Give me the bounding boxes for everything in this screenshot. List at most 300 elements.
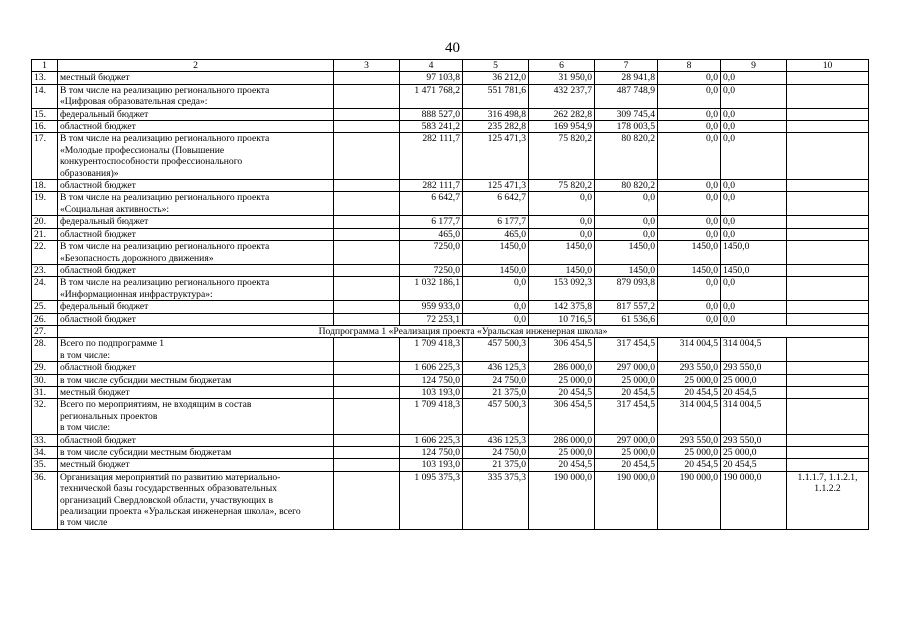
total-amount-cell: 282 111,7 [400,133,463,180]
description-line: федеральный бюджет [60,108,149,120]
year-amount-cell: 125 471,3 [463,133,529,180]
target-indicator-cell [787,228,869,240]
year-amount-cell: 75 820,2 [529,180,595,192]
year-amount-cell: 293 550,0 [658,362,721,374]
table-row [32,228,869,240]
table-row [32,434,869,446]
column-3-cell [334,277,400,301]
description-line: «Безопасность дорожного движения» [60,252,214,264]
year-amount-cell: 25 000,0 [529,374,595,386]
row-number-cell: 29. [32,362,58,374]
year-amount-cell: 1450,0 [463,264,529,276]
year-amount-cell: 817 557,2 [595,301,658,313]
year-amount-cell: 80 820,2 [595,180,658,192]
year-amount-cell: 432 237,7 [529,84,595,108]
description-line: в том числе: [60,422,111,434]
year-amount-cell: 0,0 [658,228,721,240]
row-number-cell: 28. [32,338,58,362]
description-line: Всего по мероприятиям, не входящим в состав [60,399,252,411]
year-amount-cell: 436 125,3 [463,434,529,446]
column-3-cell [334,121,400,133]
description-line: областной бюджет [60,121,136,133]
target-indicator-cell [787,216,869,228]
total-amount-cell: 7250,0 [400,241,463,265]
year-amount-cell: 20 454,5 [658,459,721,471]
target-indicator-cell [787,434,869,446]
description-line: «Цифровая образовательная среда»: [60,96,208,108]
row-number-cell: 16. [32,121,58,133]
row-number-cell: 30. [32,374,58,386]
row-number-cell: 19. [32,192,58,216]
description-cell [58,180,334,192]
year-amount-cell: 0,0 [658,216,721,228]
row-number-cell: 27. [32,325,58,337]
year-amount-cell: 21 375,0 [463,459,529,471]
year-amount-cell: 25 000,0 [658,374,721,386]
description-line: областной бюджет [60,362,136,374]
row-number-cell: 33. [32,434,58,446]
year-amount-cell: 306 454,5 [529,399,595,434]
year-amount-cell: 0,0 [721,216,787,228]
total-amount-cell: 1 709 418,3 [400,338,463,362]
table-row [32,84,869,108]
year-amount-cell: 0,0 [658,121,721,133]
target-indicator-cell [787,121,869,133]
description-cell [58,374,334,386]
description-line: В том числе на реализацию регионального проекта [60,277,270,289]
column-header: 2 [58,60,334,72]
target-indicator-cell [787,72,869,84]
year-amount-cell: 31 950,0 [529,72,595,84]
year-amount-cell: 1450,0 [658,241,721,265]
year-amount-cell: 551 781,6 [463,84,529,108]
target-indicator-cell [787,108,869,120]
row-number-cell: 20. [32,216,58,228]
description-line: В том числе на реализацию регионального проекта [60,84,270,96]
year-amount-cell: 314 004,5 [658,399,721,434]
year-amount-cell: 286 000,0 [529,434,595,446]
column-3-cell [334,72,400,84]
total-amount-cell: 97 103,8 [400,72,463,84]
budget-table [31,59,869,530]
year-amount-cell: 293 550,0 [721,362,787,374]
table-row [32,121,869,133]
target-indicator-cell [787,459,869,471]
target-indicator-cell [787,447,869,459]
year-amount-cell: 0,0 [658,72,721,84]
year-amount-cell: 335 375,3 [463,471,529,529]
year-amount-cell: 0,0 [463,277,529,301]
target-indicator-line: 1.1.1.7, 1.1.2.1, [797,471,858,483]
year-amount-cell: 1450,0 [658,264,721,276]
target-indicator-cell [787,241,869,265]
year-amount-cell: 0,0 [721,133,787,180]
column-3-cell [334,180,400,192]
year-amount-cell: 20 454,5 [595,386,658,398]
description-line: В том числе на реализацию регионального проекта [60,133,270,145]
description-line: Организация мероприятий по развитию материально- [60,471,281,483]
year-amount-cell: 0,0 [721,313,787,325]
year-amount-cell: 169 954,9 [529,121,595,133]
year-amount-cell: 0,0 [595,228,658,240]
year-amount-cell: 0,0 [463,313,529,325]
row-number-cell: 21. [32,228,58,240]
column-3-cell [334,399,400,434]
year-amount-cell: 262 282,8 [529,108,595,120]
description-line: организаций Свердловской области, участвующих в [60,494,274,506]
description-line: в том числе [60,517,108,529]
description-cell [58,277,334,301]
total-amount-cell: 583 241,2 [400,121,463,133]
target-indicator-line: 1.1.2.2 [814,483,841,495]
description-line: в том числе субсидии местным бюджетам [60,374,232,386]
year-amount-cell: 190 000,0 [529,471,595,529]
description-line: местный бюджет [60,459,130,471]
target-indicator-cell [787,386,869,398]
year-amount-cell: 28 941,8 [595,72,658,84]
column-header: 9 [721,60,787,72]
table-row [32,338,869,362]
year-amount-cell: 457 500,3 [463,399,529,434]
description-cell [58,399,334,434]
description-cell [58,216,334,228]
description-line: областной бюджет [60,180,136,192]
column-3-cell [334,84,400,108]
column-3-cell [334,471,400,529]
year-amount-cell: 0,0 [658,84,721,108]
row-number-cell: 25. [32,301,58,313]
year-amount-cell: 1450,0 [595,264,658,276]
table-row [32,216,869,228]
description-line: областной бюджет [60,434,136,446]
column-3-cell [334,192,400,216]
row-number-cell: 24. [32,277,58,301]
year-amount-cell: 0,0 [658,192,721,216]
year-amount-cell: 879 093,8 [595,277,658,301]
year-amount-cell: 24 750,0 [463,447,529,459]
year-amount-cell: 0,0 [658,301,721,313]
target-indicator-cell [787,338,869,362]
description-cell [58,447,334,459]
year-amount-cell: 1450,0 [721,264,787,276]
row-number-cell: 32. [32,399,58,434]
description-line: в том числе субсидии местным бюджетам [60,447,232,458]
year-amount-cell: 20 454,5 [529,459,595,471]
year-amount-cell: 297 000,0 [595,362,658,374]
total-amount-cell: 465,0 [400,228,463,240]
column-header: 3 [334,60,400,72]
total-amount-cell: 103 193,0 [400,459,463,471]
year-amount-cell: 293 550,0 [658,434,721,446]
year-amount-cell: 0,0 [721,84,787,108]
description-line: областной бюджет [60,264,136,276]
description-line: образования)» [60,167,119,179]
target-indicator-cell [787,374,869,386]
description-line: местный бюджет [60,72,130,84]
total-amount-cell: 7250,0 [400,264,463,276]
year-amount-cell: 0,0 [658,133,721,180]
total-amount-cell: 103 193,0 [400,386,463,398]
year-amount-cell: 0,0 [721,277,787,301]
column-3-cell [334,313,400,325]
year-amount-cell: 0,0 [595,216,658,228]
description-cell [58,108,334,120]
year-amount-cell: 314 004,5 [658,338,721,362]
table-row [32,362,869,374]
table-row [32,301,869,313]
year-amount-cell: 0,0 [721,192,787,216]
column-header: 6 [529,60,595,72]
year-amount-cell: 20 454,5 [595,459,658,471]
year-amount-cell: 1450,0 [721,241,787,265]
description-line: региональных проектов [60,410,158,422]
column-3-cell [334,301,400,313]
target-indicator-cell [787,399,869,434]
column-3-cell [334,374,400,386]
row-number-cell: 31. [32,386,58,398]
description-line: федеральный бюджет [60,216,149,228]
year-amount-cell: 0,0 [721,180,787,192]
total-amount-cell: 6 642,7 [400,192,463,216]
description-cell [58,192,334,216]
target-indicator-cell [787,313,869,325]
description-cell [58,84,334,108]
year-amount-cell: 125 471,3 [463,180,529,192]
description-line: областной бюджет [60,313,136,325]
year-amount-cell: 317 454,5 [595,399,658,434]
year-amount-cell: 235 282,8 [463,121,529,133]
description-cell [58,133,334,180]
target-indicator-cell [787,471,869,529]
total-amount-cell: 124 750,0 [400,374,463,386]
year-amount-cell: 286 000,0 [529,362,595,374]
year-amount-cell: 6 642,7 [463,192,529,216]
column-3-cell [334,447,400,459]
year-amount-cell: 0,0 [721,72,787,84]
year-amount-cell: 457 500,3 [463,338,529,362]
row-number-cell: 35. [32,459,58,471]
year-amount-cell: 1450,0 [529,241,595,265]
column-header: 4 [400,60,463,72]
year-amount-cell: 0,0 [658,108,721,120]
year-amount-cell: 0,0 [721,301,787,313]
year-amount-cell: 25 000,0 [595,374,658,386]
year-amount-cell: 0,0 [658,277,721,301]
column-header: 5 [463,60,529,72]
year-amount-cell: 20 454,5 [529,386,595,398]
year-amount-cell: 20 454,5 [721,386,787,398]
target-indicator-cell [787,180,869,192]
year-amount-cell: 75 820,2 [529,133,595,180]
year-amount-cell: 142 375,8 [529,301,595,313]
year-amount-cell: 293 550,0 [721,434,787,446]
column-3-cell [334,338,400,362]
year-amount-cell: 80 820,2 [595,133,658,180]
total-amount-cell: 1 709 418,3 [400,399,463,434]
year-amount-cell: 178 003,5 [595,121,658,133]
total-amount-cell: 888 527,0 [400,108,463,120]
row-number-cell: 23. [32,264,58,276]
description-cell [58,471,334,529]
description-cell [58,72,334,84]
year-amount-cell: 25 000,0 [721,447,787,459]
total-amount-cell: 282 111,7 [400,180,463,192]
column-3-cell [334,228,400,240]
description-cell [58,386,334,398]
year-amount-cell: 314 004,5 [721,399,787,434]
year-amount-cell: 190 000,0 [595,471,658,529]
year-amount-cell: 0,0 [721,108,787,120]
year-amount-cell: 10 716,5 [529,313,595,325]
description-cell [58,301,334,313]
column-3-cell [334,386,400,398]
year-amount-cell: 0,0 [721,121,787,133]
description-cell [58,228,334,240]
year-amount-cell: 25 000,0 [529,447,595,459]
description-cell [58,313,334,325]
year-amount-cell: 0,0 [595,192,658,216]
description-line: реализации проекта «Уральская инженерная школа», всего [60,506,301,518]
year-amount-cell: 316 498,8 [463,108,529,120]
row-number-cell: 22. [32,241,58,265]
table-row [32,447,869,459]
total-amount-cell: 6 177,7 [400,216,463,228]
table-row [32,386,869,398]
year-amount-cell: 25 000,0 [595,447,658,459]
page-number: 40 [445,40,460,56]
target-indicator-cell [787,84,869,108]
column-3-cell [334,362,400,374]
total-amount-cell: 124 750,0 [400,447,463,459]
target-indicator-cell [787,192,869,216]
year-amount-cell: 306 454,5 [529,338,595,362]
table-row [32,399,869,434]
table-row [32,459,869,471]
year-amount-cell: 309 745,4 [595,108,658,120]
year-amount-cell: 436 125,3 [463,362,529,374]
table-row [32,277,869,301]
total-amount-cell: 959 933,0 [400,301,463,313]
year-amount-cell: 0,0 [721,228,787,240]
description-line: В том числе на реализацию регионального проекта [60,241,270,253]
column-header: 7 [595,60,658,72]
description-cell [58,264,334,276]
description-line: областной бюджет [60,228,136,240]
year-amount-cell: 314 004,5 [721,338,787,362]
year-amount-cell: 0,0 [658,180,721,192]
total-amount-cell: 1 032 186,1 [400,277,463,301]
year-amount-cell: 465,0 [463,228,529,240]
total-amount-cell: 1 471 768,2 [400,84,463,108]
year-amount-cell: 61 536,6 [595,313,658,325]
description-line: В том числе на реализацию регионального проекта [60,192,270,204]
target-indicator-cell [787,133,869,180]
row-number-cell: 34. [32,447,58,459]
table-header-row [32,60,869,72]
section-title-cell: Подпрограмма 1 «Реализация проекта «Уральская инженерная школа» [58,325,869,337]
description-line: «Молодые профессионалы (Повышение [60,144,225,156]
year-amount-cell: 0,0 [658,313,721,325]
row-number-cell: 18. [32,180,58,192]
total-amount-cell: 1 606 225,3 [400,362,463,374]
description-line: федеральный бюджет [60,301,149,313]
year-amount-cell: 1450,0 [463,241,529,265]
year-amount-cell: 20 454,5 [721,459,787,471]
table-row [32,241,869,265]
row-number-cell: 13. [32,72,58,84]
table-row [32,72,869,84]
description-line: конкурентоспособности профессионального [60,156,243,168]
year-amount-cell: 153 092,3 [529,277,595,301]
year-amount-cell: 36 212,0 [463,72,529,84]
table-row [32,108,869,120]
year-amount-cell: 25 000,0 [658,447,721,459]
year-amount-cell: 0,0 [529,216,595,228]
year-amount-cell: 24 750,0 [463,374,529,386]
row-number-cell: 36. [32,471,58,529]
column-3-cell [334,108,400,120]
description-line: «Социальная активность»: [60,203,170,215]
description-line: «Информационная инфраструктура»: [60,288,213,300]
description-cell [58,121,334,133]
year-amount-cell: 6 177,7 [463,216,529,228]
year-amount-cell: 21 375,0 [463,386,529,398]
column-header: 8 [658,60,721,72]
column-header: 1 [32,60,58,72]
row-number-cell: 17. [32,133,58,180]
target-indicator-cell [787,264,869,276]
year-amount-cell: 190 000,0 [658,471,721,529]
year-amount-cell: 297 000,0 [595,434,658,446]
column-3-cell [334,434,400,446]
description-cell [58,434,334,446]
year-amount-cell: 1450,0 [595,241,658,265]
column-3-cell [334,264,400,276]
description-line: местный бюджет [60,386,130,398]
column-3-cell [334,216,400,228]
target-indicator-cell [787,277,869,301]
year-amount-cell: 487 748,9 [595,84,658,108]
year-amount-cell: 20 454,5 [658,386,721,398]
table-row [32,133,869,180]
description-line: технической базы государственных образовательных [60,483,277,495]
year-amount-cell: 0,0 [463,301,529,313]
table-row [32,313,869,325]
column-3-cell [334,459,400,471]
table-row [32,180,869,192]
column-header: 10 [787,60,869,72]
column-3-cell [334,241,400,265]
description-cell [58,241,334,265]
year-amount-cell: 317 454,5 [595,338,658,362]
description-cell [58,459,334,471]
table-row [32,471,869,529]
description-cell [58,338,334,362]
year-amount-cell: 25 000,0 [721,374,787,386]
description-cell [58,362,334,374]
column-3-cell [334,133,400,180]
table-row [32,192,869,216]
table-row [32,264,869,276]
total-amount-cell: 1 606 225,3 [400,434,463,446]
table-row [32,325,869,337]
year-amount-cell: 0,0 [529,228,595,240]
row-number-cell: 15. [32,108,58,120]
table-row [32,374,869,386]
year-amount-cell: 1450,0 [529,264,595,276]
row-number-cell: 14. [32,84,58,108]
description-line: Всего по подпрограмме 1 [60,338,165,350]
